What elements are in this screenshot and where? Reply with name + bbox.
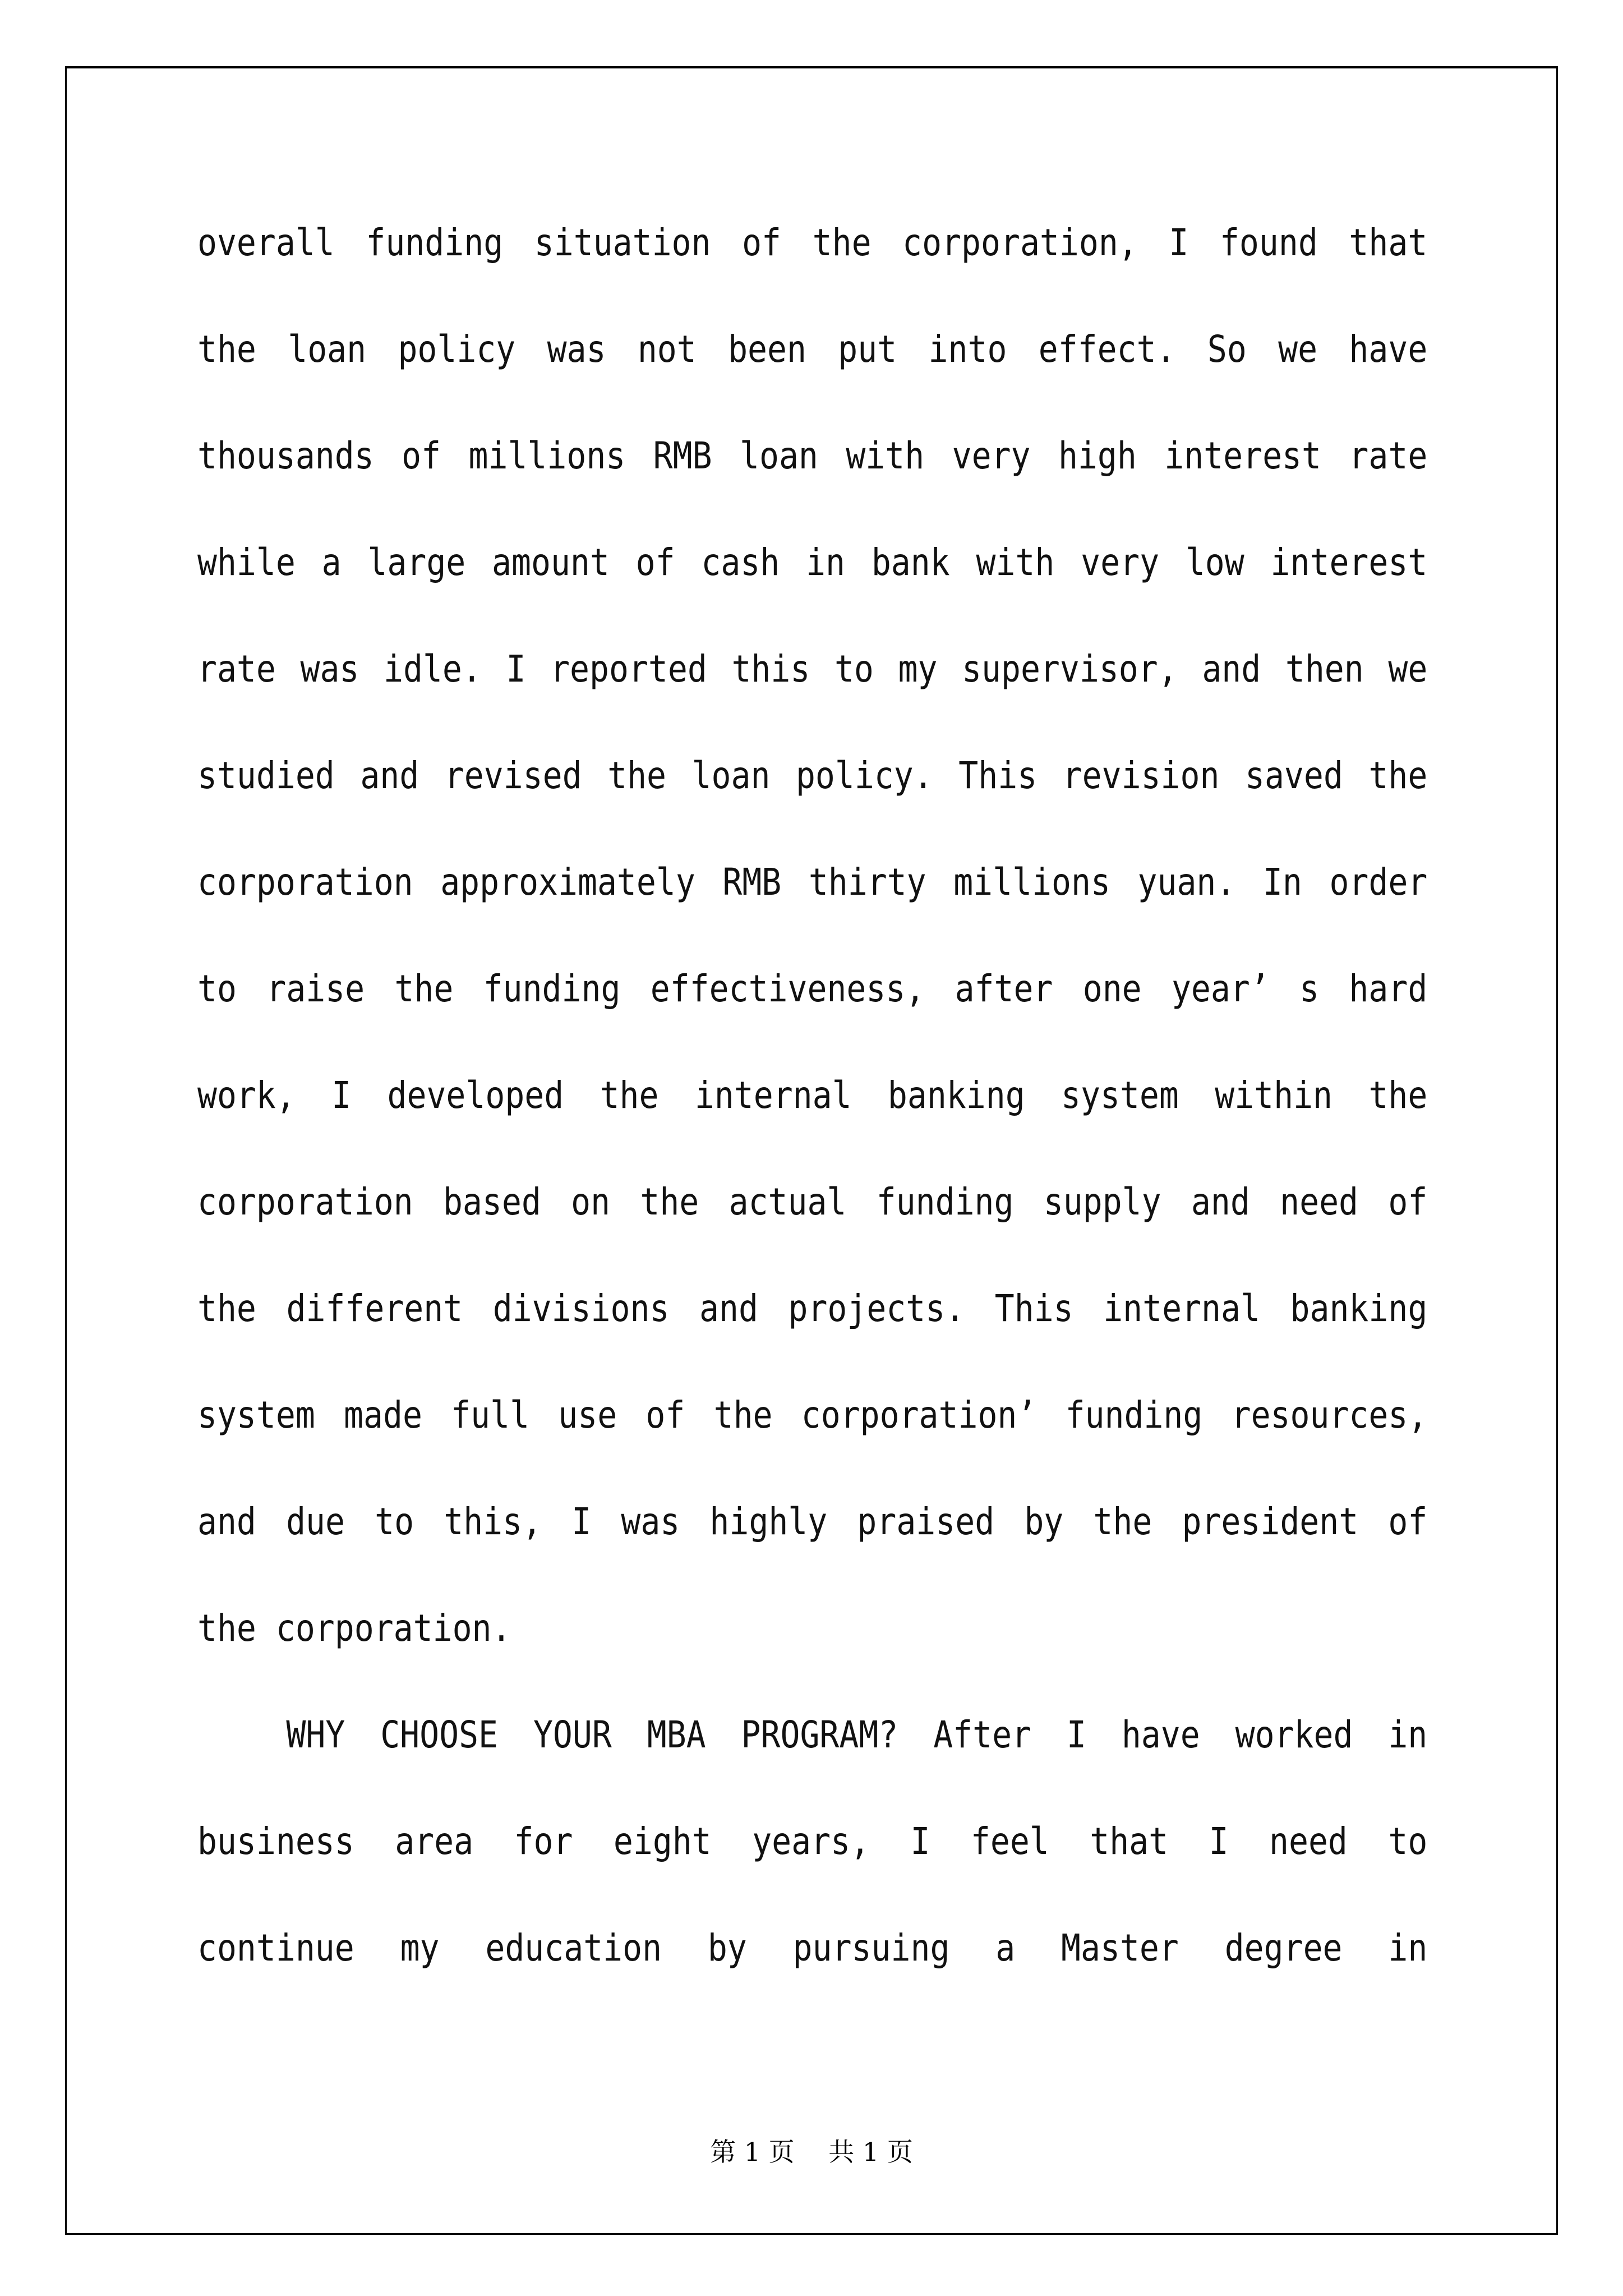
text-line: and due to this, I was highly praised by the president of <box>197 1500 1428 1543</box>
text-line: thousands of millions RMB loan with very high interest rate <box>197 434 1428 477</box>
text-line: overall funding situation of the corporation, I found that <box>197 221 1428 264</box>
text-line: the different divisions and projects. This internal banking <box>197 1287 1428 1330</box>
text-line: continue my education by pursuing a Master degree in <box>197 1926 1428 1970</box>
text-line: the loan policy was not been put into effect. So we have <box>197 328 1428 371</box>
paragraph-end-line: the corporation. <box>197 1607 511 1650</box>
text-line: studied and revised the loan policy. This revision saved the <box>197 754 1428 797</box>
text-line: business area for eight years, I feel that I need to <box>197 1820 1428 1863</box>
page-number-footer: 第 1 页 共 1 页 <box>710 2137 913 2167</box>
text-line: while a large amount of cash in bank with very low interest <box>197 541 1428 584</box>
text-line: to raise the funding effectiveness, after one year’ s hard <box>197 967 1428 1010</box>
section-heading-line: WHY CHOOSE YOUR MBA PROGRAM? After I have worked in <box>286 1713 1428 1756</box>
text-line: system made full use of the corporation’ funding resources, <box>197 1393 1428 1437</box>
text-line: corporation approximately RMB thirty millions yuan. In order <box>197 861 1428 904</box>
text-line: rate was idle. I reported this to my supervisor, and then we <box>197 647 1428 691</box>
document-body <box>197 221 1428 2036</box>
text-line: work, I developed the internal banking system within the <box>197 1074 1428 1117</box>
text-line: corporation based on the actual funding supply and need of <box>197 1180 1428 1223</box>
